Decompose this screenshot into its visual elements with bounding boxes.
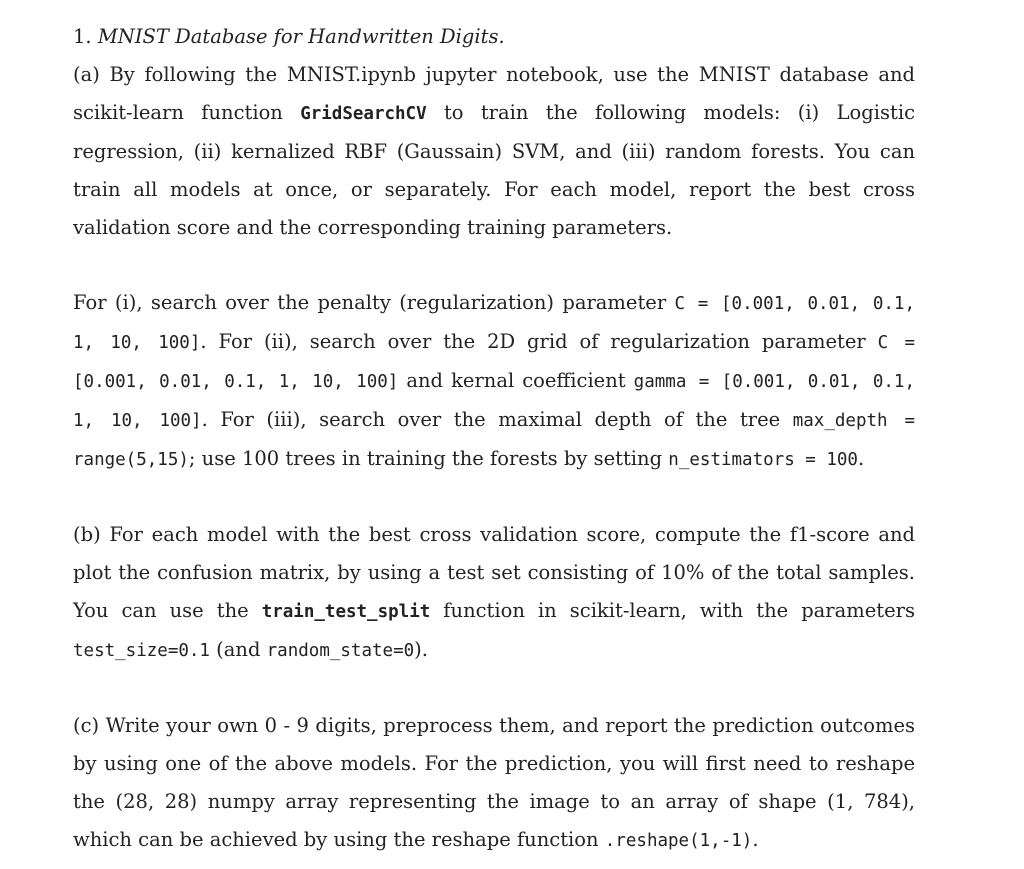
random-state-code: random_state=0: [266, 641, 415, 661]
part-b-text-1: (b) For each model with the best cross validation score, compute the f1-score and plot the confusion matrix, by using a test set consisting of 10% of the total samples. You can use the: [73, 523, 915, 622]
part-c-text-1: (c) Write your own 0 - 9 digits, preprocess them, and report the prediction outcomes by using one of the above models. For the prediction, you will first need to reshape the (28, 28) numpy array representing the image to an array of shape (1, 784), which can be achieved by using the reshape function: [73, 714, 915, 851]
part-b-paragraph: [73, 516, 915, 670]
part-a-paragraph: [73, 56, 915, 247]
param-c-grid-1: C = [0.001, 0.01, 0.1, 1, 10, 100]: [73, 294, 915, 353]
section-heading: [73, 18, 915, 56]
param-max-depth: max_depth = range(5,15): [73, 411, 915, 470]
part-a2-text-1: For (i), search over the penalty (regularization) parameter: [73, 291, 675, 314]
param-c-grid-2: C = [0.001, 0.01, 0.1, 1, 10, 100]: [73, 333, 915, 392]
part-a-search-paragraph: [73, 284, 915, 479]
part-a-text-1: (a) By following the MNIST.ipynb jupyter notebook, use the MNIST database and scikit-learn function: [73, 63, 915, 124]
part-a2-text-6: .: [857, 447, 865, 470]
test-size-code: test_size=0.1: [73, 641, 210, 661]
part-c-paragraph: [73, 707, 915, 860]
gridsearchcv-code: GridSearchCV: [300, 104, 427, 124]
part-c-text-2: .: [752, 828, 759, 851]
part-a-text-2: to train the following models: (i) Logistic regression, (ii) kernalized RBF (Gaussain) SVM, and (iii) random forests. You can train all models at once, or separately. For each model, report the best cross validation score and the corresponding training parameters.: [73, 101, 915, 239]
part-a2-text-2: . For (ii), search over the 2D grid of regularization parameter: [200, 330, 878, 353]
heading-title: MNIST Database for Handwritten Digits.: [97, 25, 505, 48]
heading-number: 1.: [73, 25, 92, 48]
part-b-text-3: (and: [209, 638, 267, 661]
param-gamma-grid: gamma = [0.001, 0.01, 0.1, 1, 10, 100]: [73, 372, 915, 431]
reshape-code: .reshape(1,-1): [604, 831, 753, 851]
part-b-text-4: ).: [414, 638, 428, 661]
part-a2-text-4: . For (iii), search over the maximal depth of the tree: [201, 408, 793, 431]
param-n-estimators: n_estimators = 100: [668, 450, 858, 470]
train-test-split-code: train_test_split: [261, 602, 431, 622]
document-page: [73, 18, 915, 860]
part-a2-text-5: ; use 100 trees in training the forests by setting: [188, 447, 669, 470]
part-b-text-2: function in scikit-learn, with the parameters: [430, 599, 915, 622]
part-a2-text-3: and kernal coefficient: [398, 369, 634, 392]
